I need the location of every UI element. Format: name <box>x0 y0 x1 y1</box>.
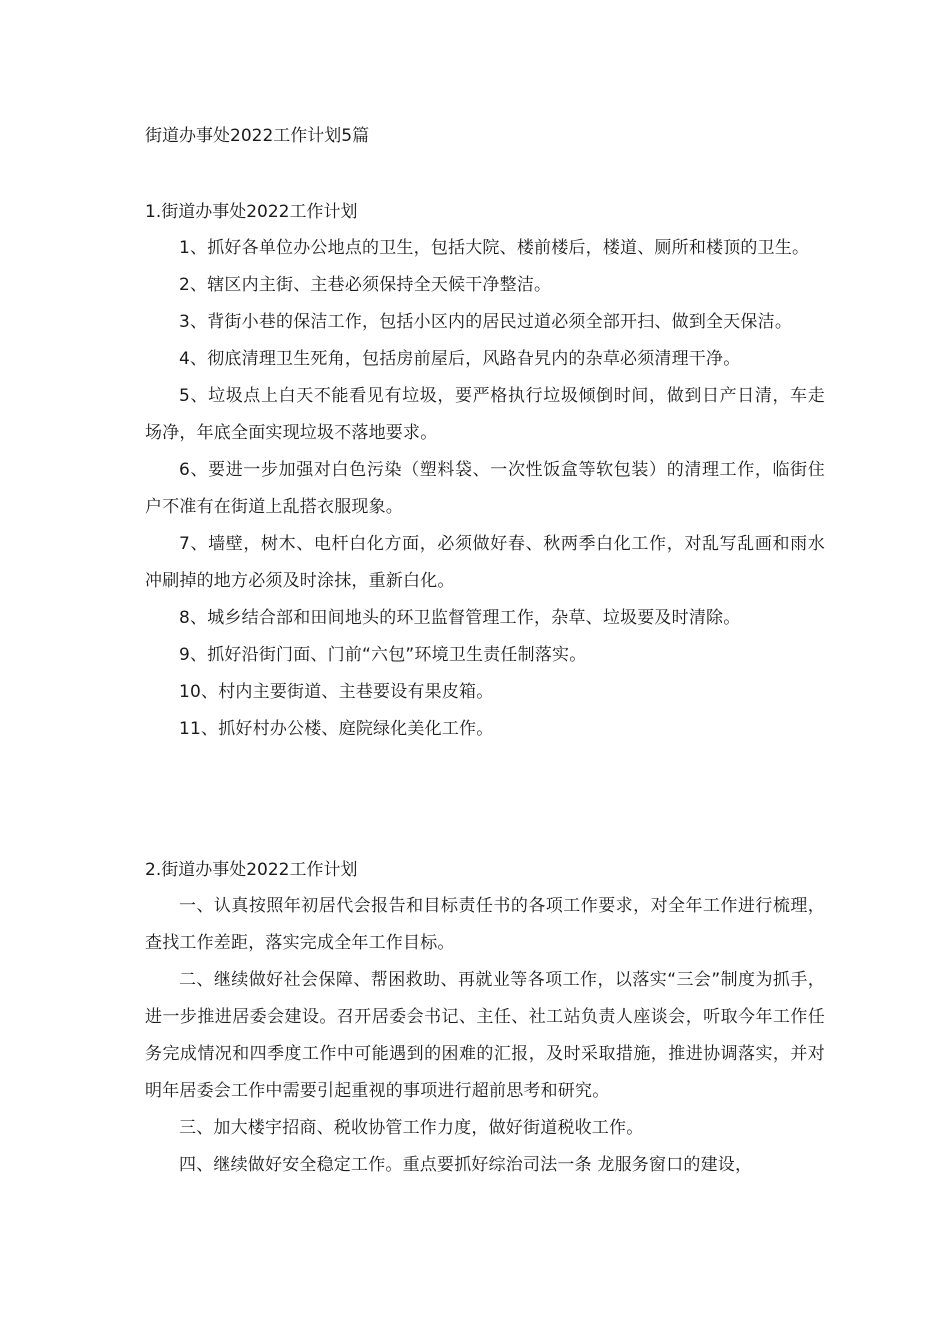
paragraph: 11、抓好村办公楼、庭院绿化美化工作。 <box>179 719 494 739</box>
paragraph: 一、认真按照年初居代会报告和目标责任书的各项工作要求，对全年工作进行梳理，查找工作差距，落实完成全年工作目标。 <box>145 896 825 953</box>
paragraph: 5、垃圾点上白天不能看见有垃圾，要严格执行垃圾倾倒时间，做到日产日清，车走场净，年底全面实现垃圾不落地要求。 <box>145 386 825 443</box>
paragraph: 6、要进一步加强对白色污染（塑料袋、一次性饭盒等软包装）的清理工作，临街住户不准有在街道上乱搭衣服现象。 <box>145 460 825 517</box>
paragraph: 2、辖区内主街、主巷必须保持全天候干净整洁。 <box>179 275 552 295</box>
paragraph: 7、墙壁，树木、电杆白化方面，必须做好春、秋两季白化工作，对乱写乱画和雨水冲刷掉的地方必须及时涂抹，重新白化。 <box>145 534 825 591</box>
paragraph: 1、抓好各单位办公地点的卫生，包括大院、楼前楼后，楼道、厕所和楼顶的卫生。 <box>179 238 810 258</box>
section-heading: 2.街道办事处2022工作计划 <box>145 860 358 880</box>
section-2 <box>145 858 825 1184</box>
paragraph: 四、继续做好安全稳定工作。重点要抓好综治司法一条 龙服务窗口的建设， <box>179 1155 753 1175</box>
paragraph: 9、抓好沿街门面、门前“六包”环境卫生责任制落实。 <box>179 645 587 665</box>
paragraph: 10、村内主要街道、主巷要设有果皮箱。 <box>179 682 494 702</box>
paragraph: 三、加大楼宇招商、税收协管工作力度，做好街道税收工作。 <box>179 1118 644 1138</box>
section-heading: 1.街道办事处2022工作计划 <box>145 202 358 222</box>
document-title: 街道办事处2022工作计划5篇 <box>145 126 370 146</box>
section-1 <box>145 200 825 748</box>
paragraph: 4、彻底清理卫生死角，包括房前屋后，风路旮旯内的杂草必须清理干净。 <box>179 349 741 369</box>
paragraph: 8、城乡结合部和田间地头的环卫监督管理工作，杂草、垃圾要及时清除。 <box>179 608 741 628</box>
paragraph: 3、背街小巷的保洁工作，包括小区内的居民过道必须全部开扫、做到全天保洁。 <box>179 312 793 332</box>
paragraph: 二、继续做好社会保障、帮困救助、再就业等各项工作，以落实“三会”制度为抓手，进一步推进居委会建设。召开居委会书记、主任、社工站负责人座谈会，听取今年工作任务完成情况和四季度工作中可能遇到的困难的汇报，及时采取措施，推进协调落实，并对明年居委会工作中需要引起重视的事项进行超前思考和研究。 <box>145 970 825 1101</box>
